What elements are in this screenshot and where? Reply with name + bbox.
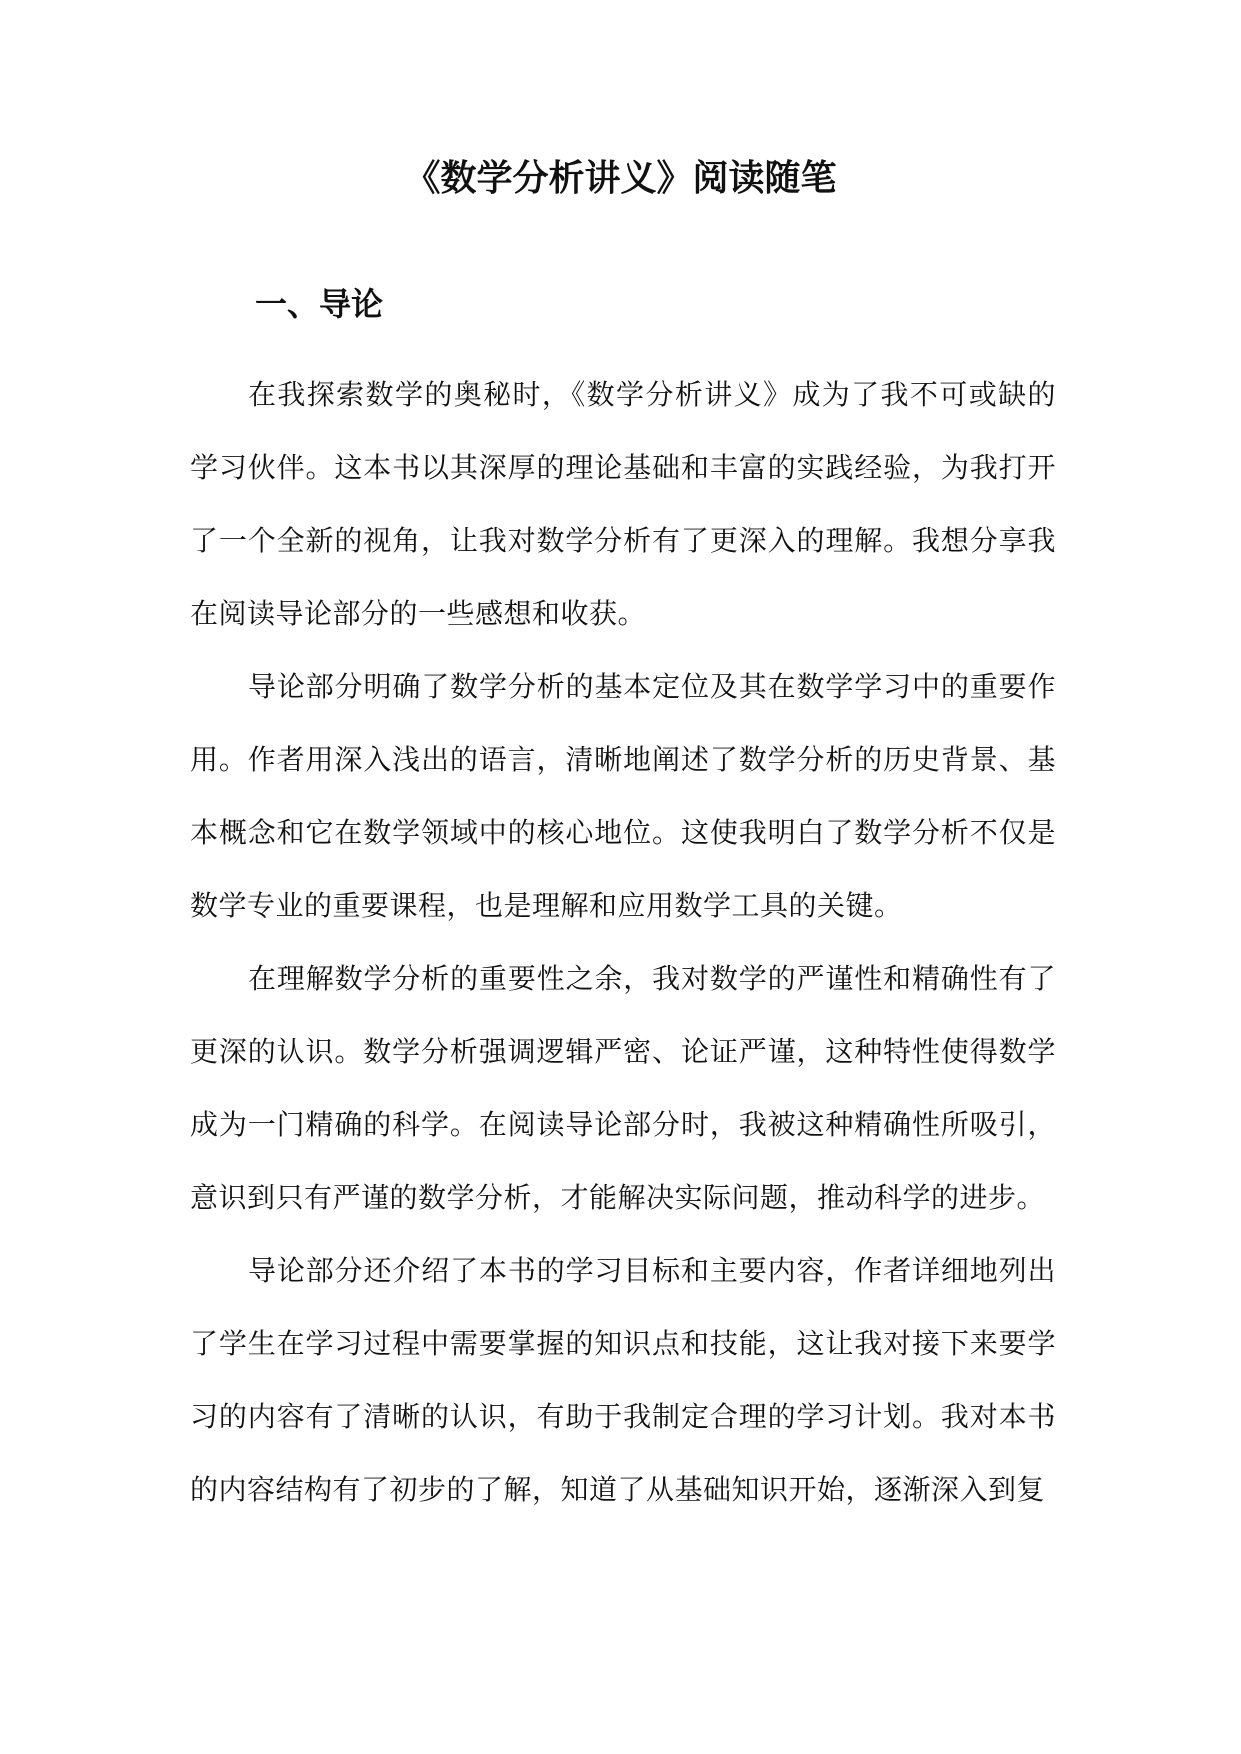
- paragraph-2: 导论部分明确了数学分析的基本定位及其在数学学习中的重要作用。作者用深入浅出的语言，清晰地阐述了数学分析的历史背景、基本概念和它在数学领域中的核心地位。这使我明白了数学分析不仅是数学专业的重要课程，也是理解和应用数学工具的关键。: [190, 670, 1056, 922]
- paragraph-4: 导论部分还介绍了本书的学习目标和主要内容，作者详细地列出了学生在学习过程中需要掌握的知识点和技能，这让我对接下来要学习的内容有了清晰的认识，有助于我制定合理的学习计划。我对本书的内容结构有了初步的了解，知道了从基础知识开始，逐渐深入到复: [190, 1254, 1056, 1506]
- section-body: [190, 358, 1056, 1526]
- section-heading: 一、导论: [255, 285, 384, 323]
- document-title: 《数学分析讲义》阅读随笔: [404, 157, 837, 199]
- paragraph-3: 在理解数学分析的重要性之余，我对数学的严谨性和精确性有了更深的认识。数学分析强调逻辑严密、论证严谨，这种特性使得数学成为一门精确的科学。在阅读导论部分时，我被这种精确性所吸引，意识到只有严谨的数学分析，才能解决实际问题，推动科学的进步。: [190, 962, 1056, 1214]
- paragraph-1: 在我探索数学的奥秘时，《数学分析讲义》成为了我不可或缺的学习伙伴。这本书以其深厚的理论基础和丰富的实践经验，为我打开了一个全新的视角，让我对数学分析有了更深入的理解。我想分享我在阅读导论部分的一些感想和收获。: [190, 378, 1056, 630]
